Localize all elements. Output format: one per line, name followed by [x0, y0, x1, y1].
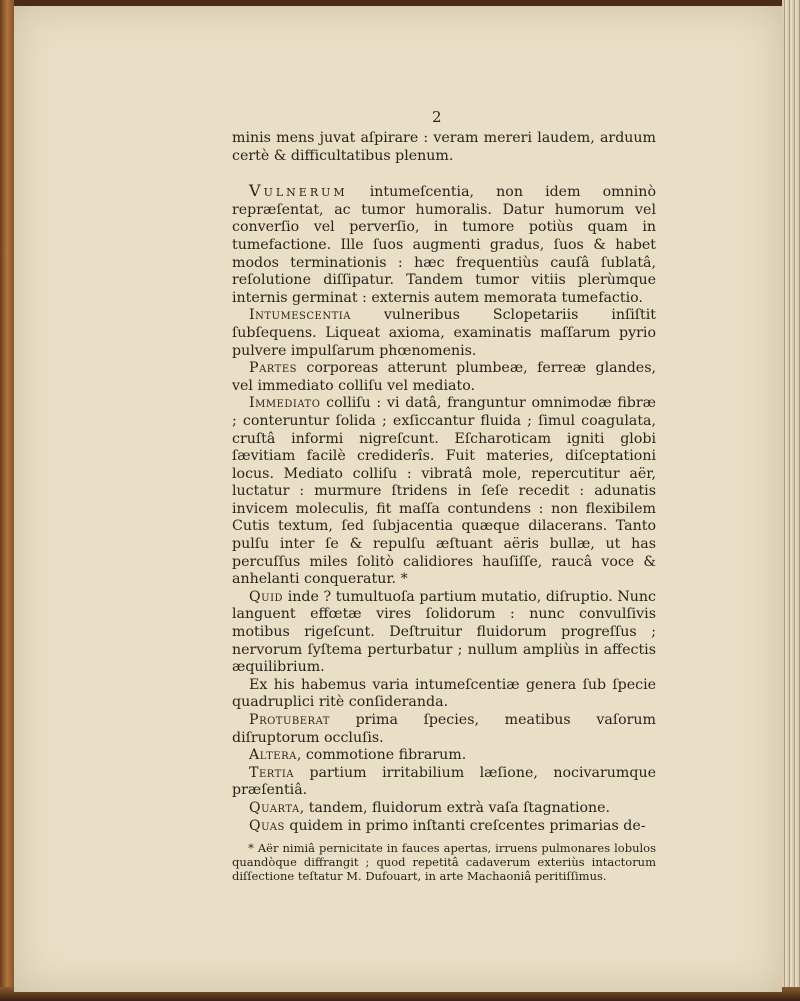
paragraph-text: Ex his habemus varia intumeſcentiæ genera ſub ſpecie quadruplici ritè conſideranda. [232, 676, 656, 711]
paragraph-text: intumeſcentia, non idem omninò repræſentat, ac tumor humoralis. Datur humorum vel converſio vel perverſio, in tumore potiùs quam in tumefactione. Ille ſuos augmenti gradus, ſuos & habet modos terminationis : hæc frequentiùs cauſâ ſublatâ, reſolutione diſſipatur. Tandem tumor vitiis plerùmque internis germinat : externis autem memorata tumefactio. [232, 184, 656, 306]
page-stack-right-edge [782, 0, 800, 1001]
paragraph-text: minis mens juvat aſpirare : veram mereri laudem, arduum certè & difficultatibus plenum. [232, 130, 656, 164]
paragraph [232, 307, 656, 360]
paragraph-lead-word: Intumescentia [249, 307, 351, 324]
paragraph [232, 182, 656, 307]
paragraph-lead-word: Altera [249, 747, 297, 764]
paragraph [232, 818, 656, 836]
paragraph-text: , tandem, fluidorum extrà vaſa ſtagnatione. [299, 799, 611, 816]
paragraph-lead-word: Partes [249, 360, 297, 377]
paragraph-lead-word: Quid [249, 588, 284, 605]
paragraph [232, 130, 656, 165]
paragraph-text: vulneribus Sclopetariis inſiſtit ſubſequens. Liqueat axioma, examinatis maſſarum pyrio pulvere impulſarum phœnomenis. [232, 307, 656, 359]
paragraph-lead-word: Immediato [249, 395, 321, 412]
paragraph [232, 712, 656, 747]
paragraph [232, 800, 656, 818]
paragraph-lead-word: Quas [249, 817, 285, 834]
page-number: 2 [432, 108, 442, 126]
paragraph-text: partium irritabilium læſione, nocivarumque præſentiâ. [232, 764, 656, 799]
paragraph [232, 677, 656, 712]
paragraph-text: colliſu : vi datâ, franguntur omnimodæ fibræ ; conteruntur ſolida ; exſiccantur fluida ; ſimul coagulata, cruſtâ informi nigreſcunt. Eſcharoticam igniti globi ſævitiam facilè crediderîs. Fuit materies, diſceptationi locus. Mediato colliſu : vibratâ mole, repercutitur aër, luctatur : murmure ſtridens in ſeſe recedit : adunatis invicem moleculis, fit maſſa contundens : non flexibilem Cutis textum, ſed ſubjacentia quæque dilacerans. Tanto pulſu inter ſe & repulſu æſtuant aëris bullæ, ut has percuſſus miles ſolitò calidiores hauſiſſe, raucâ voce & anhelanti conqueratur. * [232, 395, 656, 588]
paragraph-text: quidem in primo inſtanti creſcentes primarias de- [284, 817, 646, 834]
paragraph-lead-word: Tertia [249, 764, 294, 781]
paragraph [232, 747, 656, 765]
paragraph-lead-word: Quarta [249, 799, 300, 816]
paragraph [232, 360, 656, 395]
paragraph [232, 589, 656, 677]
paragraph-text: corporeas atterunt plumbeæ, ferreæ glandes, vel immediato colliſu vel mediato. [232, 360, 656, 394]
paragraph-text: inde ? tumultuoſa partium mutatio, diſruptio. Nunc languent effœtæ vires ſolidorum : nunc convulſivis motibus rigeſcunt. Deſtruitur fluidorum progreſſus ; nervorum ſyſtema perturbatur ; nullum ampliùs in affectis æquilibrium. [232, 588, 656, 676]
book-spine-left-edge [0, 0, 14, 1001]
paragraph [232, 395, 656, 589]
paragraph-lead-word: Vulnerum [249, 181, 348, 201]
body-text [232, 130, 656, 883]
paragraph [232, 765, 656, 800]
paragraph-lead-word: Protuberat [249, 712, 330, 728]
paragraph-text: , commotione fibrarum. [296, 747, 467, 764]
paragraph-text: prima ſpecies, meatibus vaſorum diſruptorum occluſis. [232, 712, 656, 746]
footnote: * Aër nimiâ pernicitate in fauces apertas, irruens pulmonares lobulos quandòque diffrangit ; quod repetitâ cadaverum exteriùs intactorum diſſectione teſtatur M. Dufouart, in arte Machaoniâ peritiſſimus. [232, 841, 656, 884]
